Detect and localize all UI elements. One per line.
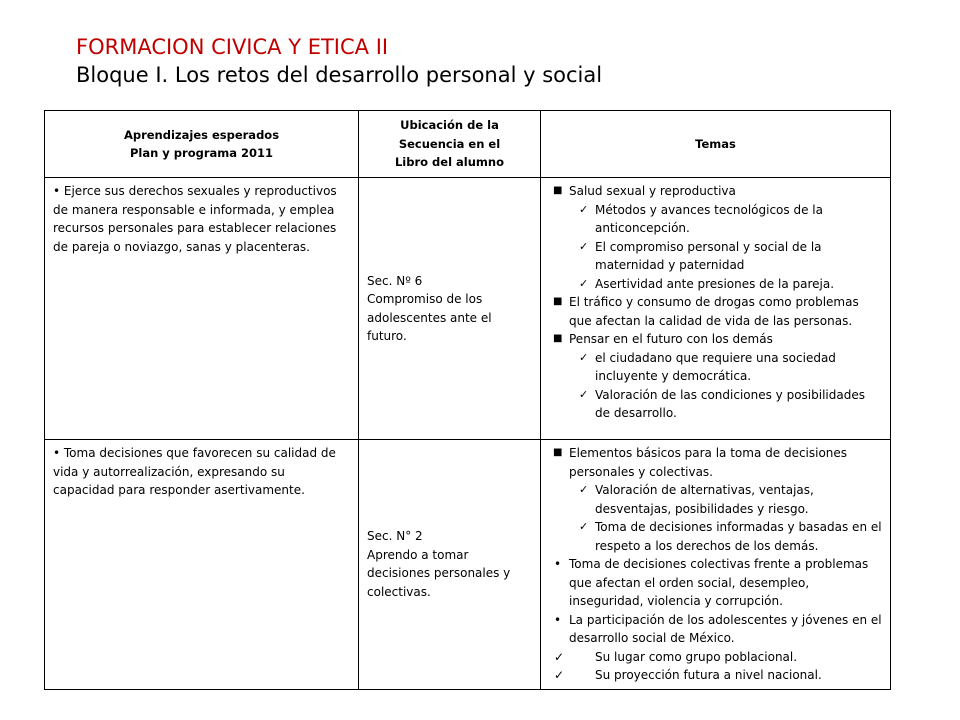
subtema-text: Métodos y avances tecnológicos de la anticoncepción. [595, 202, 823, 235]
check-icon: ✓ [579, 483, 589, 496]
subtemas-list [549, 648, 882, 685]
check-icon: ✓ [579, 276, 589, 290]
tema-text: El tráfico y consumo de drogas como problemas que afectan la calidad de vida de las personas. [569, 295, 859, 328]
secuencia-number: Sec. N° 2 [367, 529, 423, 544]
dot-bullet-icon: • [554, 557, 562, 571]
list-item [549, 238, 882, 275]
header-aprendizajes-line1: Aprendizajes esperados [123, 127, 280, 142]
document-title [76, 33, 602, 89]
header-aprendizajes-line2: Plan y programa 2011 [129, 146, 274, 160]
secuencia-description: Compromiso de los adolescentes ante el futuro. [367, 292, 492, 343]
secuencia-number: Sec. Nº 6 [367, 273, 423, 288]
list-item [549, 611, 882, 685]
subtema-text: Su proyección futura a nivel nacional. [595, 668, 822, 682]
table-row [45, 178, 891, 440]
subtema-text: El compromiso personal y social de la maternidad y paternidad [595, 239, 822, 272]
temas-cell [541, 178, 891, 440]
temas-list [549, 182, 882, 423]
square-bullet-icon: ■ [553, 185, 563, 196]
subtema-text: Su lugar como grupo poblacional. [595, 649, 798, 664]
tema-text: Salud sexual y reproductiva [569, 184, 736, 198]
header-temas: Temas [541, 111, 891, 178]
temas-list [549, 444, 882, 555]
temas-cell [541, 440, 891, 690]
header-ubicacion-line3: Libro del alumno [394, 155, 504, 170]
list-item [549, 444, 882, 555]
secuencia-description: Aprendo a tomar decisiones personales y colectivas. [367, 547, 511, 599]
list-item [549, 275, 882, 294]
aprendizaje-cell [45, 440, 359, 690]
table-header-row [45, 111, 891, 178]
check-icon: ✓ [579, 387, 589, 401]
subtemas-list [549, 349, 882, 423]
square-bullet-icon: ■ [553, 447, 563, 458]
tema-text: Elementos básicos para la toma de decisiones personales y colectivas. [569, 446, 848, 479]
aprendizaje-text: • Toma decisiones que favorecen su calidad de vida y autorrealización, expresando su capacidad para responder asertivamente. [53, 446, 336, 497]
temas-list-dots [549, 555, 882, 685]
table-row [45, 440, 891, 690]
secuencia-cell [359, 178, 541, 440]
tema-text: La participación de los adolescentes y jóvenes en el desarrollo social de México. [569, 612, 882, 645]
subtemas-list [549, 201, 882, 294]
tema-text: Pensar en el futuro con los demás [569, 332, 773, 346]
secuencia-cell [359, 440, 541, 690]
list-item [549, 182, 882, 293]
list-item [549, 666, 882, 685]
curriculum-table [44, 110, 891, 690]
subtema-text: el ciudadano que requiere una sociedad incluyente y democrática. [595, 350, 836, 383]
subtemas-list [549, 481, 882, 555]
subtema-text: Valoración de alternativas, ventajas, desventajas, posibilidades y riesgo. [595, 483, 814, 516]
list-item [549, 648, 882, 667]
subtema-text: Asertividad ante presiones de la pareja. [595, 276, 835, 291]
check-icon: ✓ [554, 649, 565, 664]
list-item [549, 330, 882, 423]
list-item [549, 201, 882, 238]
header-ubicacion-line2: Secuencia en el [398, 136, 501, 151]
square-bullet-icon: ■ [553, 333, 563, 344]
check-icon: ✓ [579, 520, 589, 533]
aprendizaje-text: • Ejerce sus derechos sexuales y reproductivos de manera responsable e informada, y emplea recursos personales para establecer relaciones de pareja o noviazgo, sanas y placenteras. [53, 184, 337, 254]
aprendizaje-cell [45, 178, 359, 440]
list-item [549, 518, 882, 555]
header-aprendizajes [45, 111, 359, 178]
tema-text: Toma de decisiones colectivas frente a problemas que afectan el orden social, desempleo, inseguridad, violencia y corrupción. [569, 557, 869, 608]
header-ubicacion [359, 111, 541, 178]
header-ubicacion-line1: Ubicación de la [400, 118, 499, 133]
list-item [549, 293, 882, 330]
list-item [549, 349, 882, 386]
subtema-text: Valoración de las condiciones y posibilidades de desarrollo. [595, 387, 865, 420]
subtema-text: Toma de decisiones informadas y basadas en el respeto a los derechos de los demás. [595, 520, 882, 553]
list-item [549, 555, 882, 611]
check-icon: ✓ [579, 350, 589, 364]
square-bullet-icon: ■ [553, 296, 563, 307]
check-icon: ✓ [579, 239, 589, 253]
dot-bullet-icon: • [554, 612, 562, 627]
check-icon: ✓ [554, 668, 565, 682]
list-item [549, 481, 882, 518]
block-title: Bloque I. Los retos del desarrollo personal y social [76, 63, 603, 87]
check-icon: ✓ [579, 202, 589, 216]
subject-title: FORMACION CIVICA Y ETICA II [76, 35, 389, 59]
list-item [549, 386, 882, 423]
